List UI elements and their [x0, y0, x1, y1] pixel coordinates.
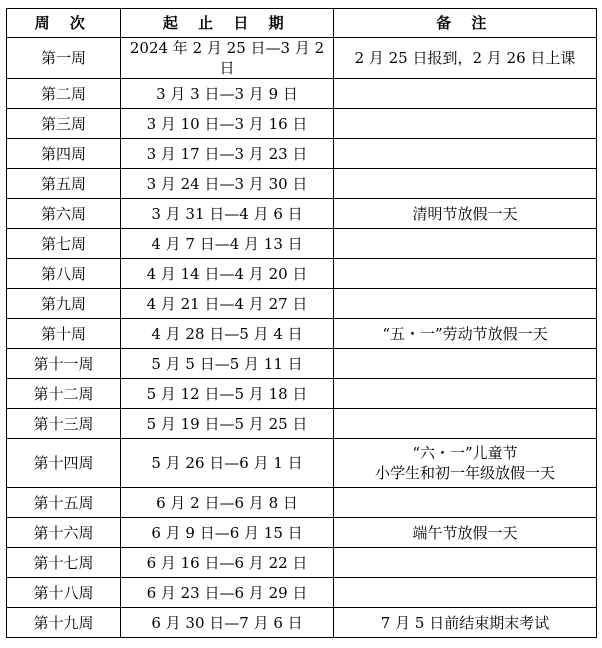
note-line: 端午节放假一天	[412, 523, 518, 542]
date-range-cell: 6 月 9 日—6 月 15 日	[121, 518, 334, 548]
date-range-cell: 3 月 31 日—4 月 6 日	[121, 199, 334, 229]
date-range-cell: 3 月 17 日—3 月 23 日	[121, 139, 334, 169]
date-range-cell: 4 月 28 日—5 月 4 日	[121, 319, 334, 349]
week-cell: 第十周	[7, 319, 121, 349]
date-range-cell: 5 月 5 日—5 月 11 日	[121, 349, 334, 379]
note-cell	[334, 608, 597, 638]
table-row	[7, 259, 597, 289]
table-row	[7, 199, 597, 229]
note-line: 7 月 5 日前结束期末考试	[380, 613, 550, 632]
table-row	[7, 439, 597, 488]
note-cell	[334, 79, 597, 109]
week-cell: 第十五周	[7, 488, 121, 518]
date-range-cell: 3 月 3 日—3 月 9 日	[121, 79, 334, 109]
table-row	[7, 139, 597, 169]
note-line: “六・一”儿童节	[412, 444, 518, 462]
note-line: “五・一”劳动节放假一天	[382, 324, 548, 343]
table-row	[7, 608, 597, 638]
table-row	[7, 548, 597, 578]
table-row	[7, 379, 597, 409]
note-line: 2 月 25 日报到，2 月 26 日上课	[354, 49, 576, 67]
week-cell: 第十一周	[7, 349, 121, 379]
table-row	[7, 289, 597, 319]
note-cell	[334, 139, 597, 169]
week-cell: 第十四周	[7, 439, 121, 488]
note-cell	[334, 439, 597, 488]
date-range-cell: 5 月 26 日—6 月 1 日	[121, 439, 334, 488]
table-row	[7, 109, 597, 139]
week-cell: 第六周	[7, 199, 121, 229]
schedule-body	[7, 38, 597, 638]
note-cell	[334, 229, 597, 259]
table-row	[7, 349, 597, 379]
week-cell: 第十九周	[7, 608, 121, 638]
date-range-cell: 2024 年 2 月 25 日—3 月 2 日	[121, 38, 334, 79]
week-cell: 第十三周	[7, 409, 121, 439]
note-cell	[334, 319, 597, 349]
date-range-cell: 4 月 7 日—4 月 13 日	[121, 229, 334, 259]
note-cell	[334, 199, 597, 229]
note-cell	[334, 578, 597, 608]
date-range-cell: 6 月 2 日—6 月 8 日	[121, 488, 334, 518]
note-cell	[334, 349, 597, 379]
note-line: 清明节放假一天	[412, 204, 518, 223]
date-range-cell: 5 月 19 日—5 月 25 日	[121, 409, 334, 439]
semester-schedule-table	[6, 8, 597, 638]
note-cell	[334, 169, 597, 199]
table-row	[7, 518, 597, 548]
note-cell	[334, 38, 597, 79]
header-week: 周 次	[7, 9, 121, 38]
week-cell: 第一周	[7, 38, 121, 79]
note-cell	[334, 409, 597, 439]
table-row	[7, 319, 597, 349]
date-range-cell: 6 月 30 日—7 月 6 日	[121, 608, 334, 638]
week-cell: 第四周	[7, 139, 121, 169]
header-notes: 备 注	[334, 9, 597, 38]
date-range-cell: 6 月 23 日—6 月 29 日	[121, 578, 334, 608]
week-cell: 第三周	[7, 109, 121, 139]
week-cell: 第九周	[7, 289, 121, 319]
note-cell	[334, 548, 597, 578]
note-cell	[334, 109, 597, 139]
week-cell: 第二周	[7, 79, 121, 109]
week-cell: 第七周	[7, 229, 121, 259]
header-dates: 起 止 日 期	[121, 9, 334, 38]
date-range-cell: 4 月 21 日—4 月 27 日	[121, 289, 334, 319]
week-cell: 第十七周	[7, 548, 121, 578]
week-cell: 第十二周	[7, 379, 121, 409]
table-row	[7, 38, 597, 79]
note-cell	[334, 488, 597, 518]
table-row	[7, 578, 597, 608]
note-line: 小学生和初一年级放假一天	[374, 464, 555, 482]
date-range-cell: 5 月 12 日—5 月 18 日	[121, 379, 334, 409]
date-range-cell: 3 月 24 日—3 月 30 日	[121, 169, 334, 199]
table-row	[7, 488, 597, 518]
week-cell: 第十六周	[7, 518, 121, 548]
note-cell	[334, 289, 597, 319]
table-row	[7, 409, 597, 439]
date-range-cell: 4 月 14 日—4 月 20 日	[121, 259, 334, 289]
note-cell	[334, 518, 597, 548]
note-cell	[334, 259, 597, 289]
table-row	[7, 169, 597, 199]
date-range-cell: 3 月 10 日—3 月 16 日	[121, 109, 334, 139]
week-cell: 第八周	[7, 259, 121, 289]
note-cell	[334, 379, 597, 409]
header-row	[7, 9, 597, 38]
date-range-cell: 6 月 16 日—6 月 22 日	[121, 548, 334, 578]
table-row	[7, 229, 597, 259]
week-cell: 第五周	[7, 169, 121, 199]
table-row	[7, 79, 597, 109]
week-cell: 第十八周	[7, 578, 121, 608]
